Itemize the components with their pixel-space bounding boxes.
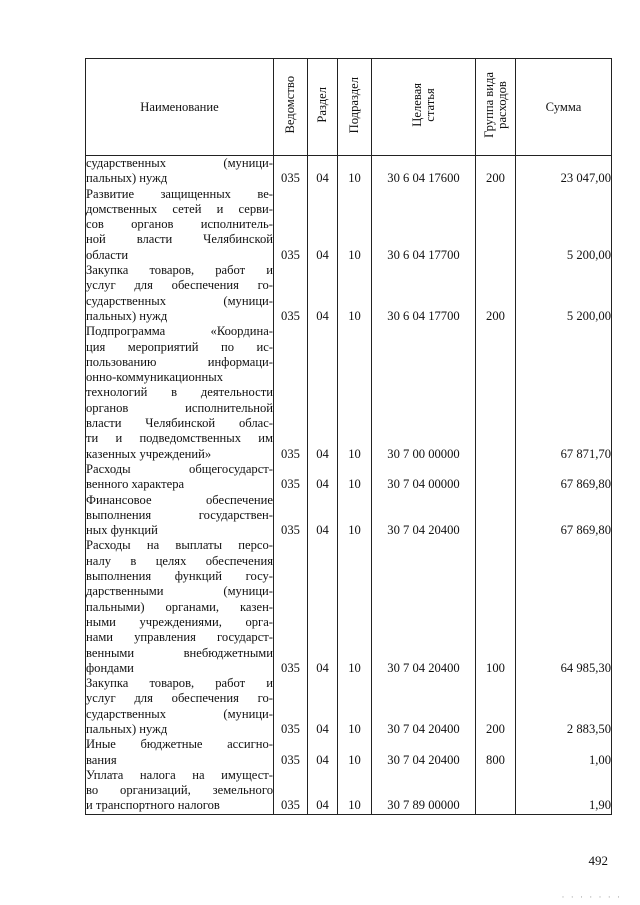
row-name-line: выполнения функций госу- [86, 569, 273, 584]
row-summa: 5 200,00 [516, 187, 612, 263]
row-name [86, 263, 274, 324]
row-summa: 67 871,70 [516, 324, 612, 462]
row-summa: 5 200,00 [516, 263, 612, 324]
row-name-line: дарственными (муници- [86, 584, 273, 599]
table-row [86, 324, 612, 462]
row-name-line: технологий в деятельности [86, 385, 273, 400]
row-name-line: Закупка товаров, работ и [86, 263, 273, 278]
row-name-line: Расходы общегосударст- [86, 461, 273, 476]
row-name-line: области [86, 247, 129, 262]
table-row [86, 263, 612, 324]
page-number: 492 [588, 853, 608, 868]
row-name-line: Развитие защищенных ве- [86, 186, 273, 201]
row-ved: 035 [274, 676, 308, 737]
row-summa: 2 883,50 [516, 676, 612, 737]
row-gruppa: 800 [476, 737, 516, 768]
row-ved: 035 [274, 768, 308, 814]
row-name-line: услуг для обеспечения го- [86, 691, 273, 706]
table-row [86, 768, 612, 814]
row-name-line: услуг для обеспечения го- [86, 278, 273, 293]
row-name-line: вания [86, 752, 117, 767]
row-gruppa: 200 [476, 156, 516, 187]
row-name-line: органов исполнительной [86, 400, 273, 415]
table-row [86, 156, 612, 187]
row-name-line: онно-коммуникационных [86, 370, 224, 385]
budget-table [85, 58, 612, 815]
row-name-line: фондами [86, 660, 134, 675]
row-ved: 035 [274, 156, 308, 187]
row-name [86, 156, 274, 187]
row-name-line: пользованию информаци- [86, 354, 273, 369]
row-celevaya: 30 7 04 20400 [372, 737, 476, 768]
row-celevaya: 30 7 04 20400 [372, 493, 476, 539]
row-razdel: 04 [308, 156, 338, 187]
row-gruppa [476, 187, 516, 263]
row-summa: 67 869,80 [516, 493, 612, 539]
row-podrazdel: 10 [338, 263, 372, 324]
row-name-line: сударственных (муници- [86, 156, 273, 170]
row-ved: 035 [274, 493, 308, 539]
row-celevaya: 30 6 04 17700 [372, 187, 476, 263]
row-ved: 035 [274, 187, 308, 263]
row-name [86, 768, 274, 814]
header-podrazdel-label: Подраздел [347, 76, 361, 134]
row-celevaya: 30 6 04 17700 [372, 263, 476, 324]
row-name [86, 187, 274, 263]
row-ved: 035 [274, 737, 308, 768]
row-name-line: Подпрограмма «Координа- [86, 324, 273, 339]
row-razdel: 04 [308, 187, 338, 263]
row-podrazdel: 10 [338, 493, 372, 539]
row-name-line: сударственных (муници- [86, 293, 273, 308]
header-razdel [308, 59, 338, 156]
row-name-line: ных функций [86, 523, 158, 538]
row-name-line: и транспортного налогов [86, 798, 220, 813]
row-razdel: 04 [308, 676, 338, 737]
row-name-line: венного характера [86, 477, 185, 492]
row-summa: 1,90 [516, 768, 612, 814]
table-row [86, 462, 612, 493]
row-name-line: ти и подведомственных им [86, 431, 273, 446]
header-gruppa [476, 59, 516, 156]
row-razdel: 04 [308, 324, 338, 462]
row-summa: 64 985,30 [516, 538, 612, 676]
row-gruppa [476, 324, 516, 462]
row-razdel: 04 [308, 263, 338, 324]
row-celevaya: 30 7 89 00000 [372, 768, 476, 814]
row-gruppa [476, 493, 516, 539]
row-ved: 035 [274, 263, 308, 324]
row-celevaya: 30 7 04 20400 [372, 538, 476, 676]
row-name-line: Иные бюджетные ассигно- [86, 737, 273, 752]
row-name-line: сов органов исполнитель- [86, 217, 273, 232]
header-celevaya-label: Целевая статья [409, 83, 437, 127]
header-celevaya [372, 59, 476, 156]
row-ved: 035 [274, 462, 308, 493]
row-podrazdel: 10 [338, 538, 372, 676]
row-podrazdel: 10 [338, 768, 372, 814]
row-razdel: 04 [308, 538, 338, 676]
header-ved-label: Ведомство [283, 76, 297, 134]
row-razdel: 04 [308, 737, 338, 768]
row-podrazdel: 10 [338, 462, 372, 493]
table-row [86, 493, 612, 539]
row-name [86, 538, 274, 676]
row-gruppa [476, 462, 516, 493]
header-gruppa-label: Группа вида расходов [481, 72, 509, 138]
row-celevaya: 30 6 04 17600 [372, 156, 476, 187]
row-summa: 1,00 [516, 737, 612, 768]
row-podrazdel: 10 [338, 187, 372, 263]
table-row [86, 676, 612, 737]
row-name [86, 676, 274, 737]
row-name-line: нами управления государст- [86, 630, 273, 645]
row-name-line: пальных) нужд [86, 171, 168, 186]
row-name-line: пальными) органами, казен- [86, 599, 273, 614]
row-celevaya: 30 7 04 00000 [372, 462, 476, 493]
scan-dots: · · · · · · · [561, 892, 622, 902]
row-summa: 67 869,80 [516, 462, 612, 493]
header-podrazdel [338, 59, 372, 156]
row-razdel: 04 [308, 462, 338, 493]
row-podrazdel: 10 [338, 737, 372, 768]
row-celevaya: 30 7 00 00000 [372, 324, 476, 462]
row-name-line: во организаций, земельного [86, 783, 273, 798]
row-summa: 23 047,00 [516, 156, 612, 187]
table-row [86, 737, 612, 768]
row-gruppa [476, 768, 516, 814]
table-body [86, 156, 612, 815]
header-summa: Сумма [516, 59, 612, 156]
row-gruppa: 100 [476, 538, 516, 676]
row-razdel: 04 [308, 493, 338, 539]
header-ved [274, 59, 308, 156]
row-name-line: венными внебюджетными [86, 645, 273, 660]
row-razdel: 04 [308, 768, 338, 814]
row-ved: 035 [274, 538, 308, 676]
row-name-line: Финансовое обеспечение [86, 492, 273, 507]
row-gruppa: 200 [476, 676, 516, 737]
row-celevaya: 30 7 04 20400 [372, 676, 476, 737]
header-razdel-label: Раздел [315, 87, 329, 123]
row-gruppa: 200 [476, 263, 516, 324]
header-name: Наименование [86, 59, 274, 156]
table-row [86, 187, 612, 263]
row-name-line: казенных учреждений» [86, 446, 212, 461]
row-name-line: домственных сетей и серви- [86, 201, 273, 216]
row-name-line: ными учреждениями, орга- [86, 614, 273, 629]
row-podrazdel: 10 [338, 676, 372, 737]
row-ved: 035 [274, 324, 308, 462]
row-name-line: пальных) нужд [86, 308, 168, 323]
row-name-line: Уплата налога на имущест- [86, 767, 273, 782]
row-name-line: Закупка товаров, работ и [86, 676, 273, 691]
table-row [86, 538, 612, 676]
row-name-line: ция мероприятий по ис- [86, 339, 273, 354]
row-name [86, 493, 274, 539]
row-name-line: пальных) нужд [86, 721, 168, 736]
row-name-line: ной власти Челябинской [86, 232, 273, 247]
row-name [86, 324, 274, 462]
table-header-row [86, 59, 612, 156]
row-name-line: налу в целях обеспечения [86, 553, 273, 568]
row-name-line: сударственных (муници- [86, 706, 273, 721]
row-podrazdel: 10 [338, 156, 372, 187]
row-name-line: Расходы на выплаты персо- [86, 538, 273, 553]
row-name [86, 462, 274, 493]
row-name [86, 737, 274, 768]
row-name-line: власти Челябинской облас- [86, 416, 273, 431]
row-name-line: выполнения государствен- [86, 507, 273, 522]
row-podrazdel: 10 [338, 324, 372, 462]
